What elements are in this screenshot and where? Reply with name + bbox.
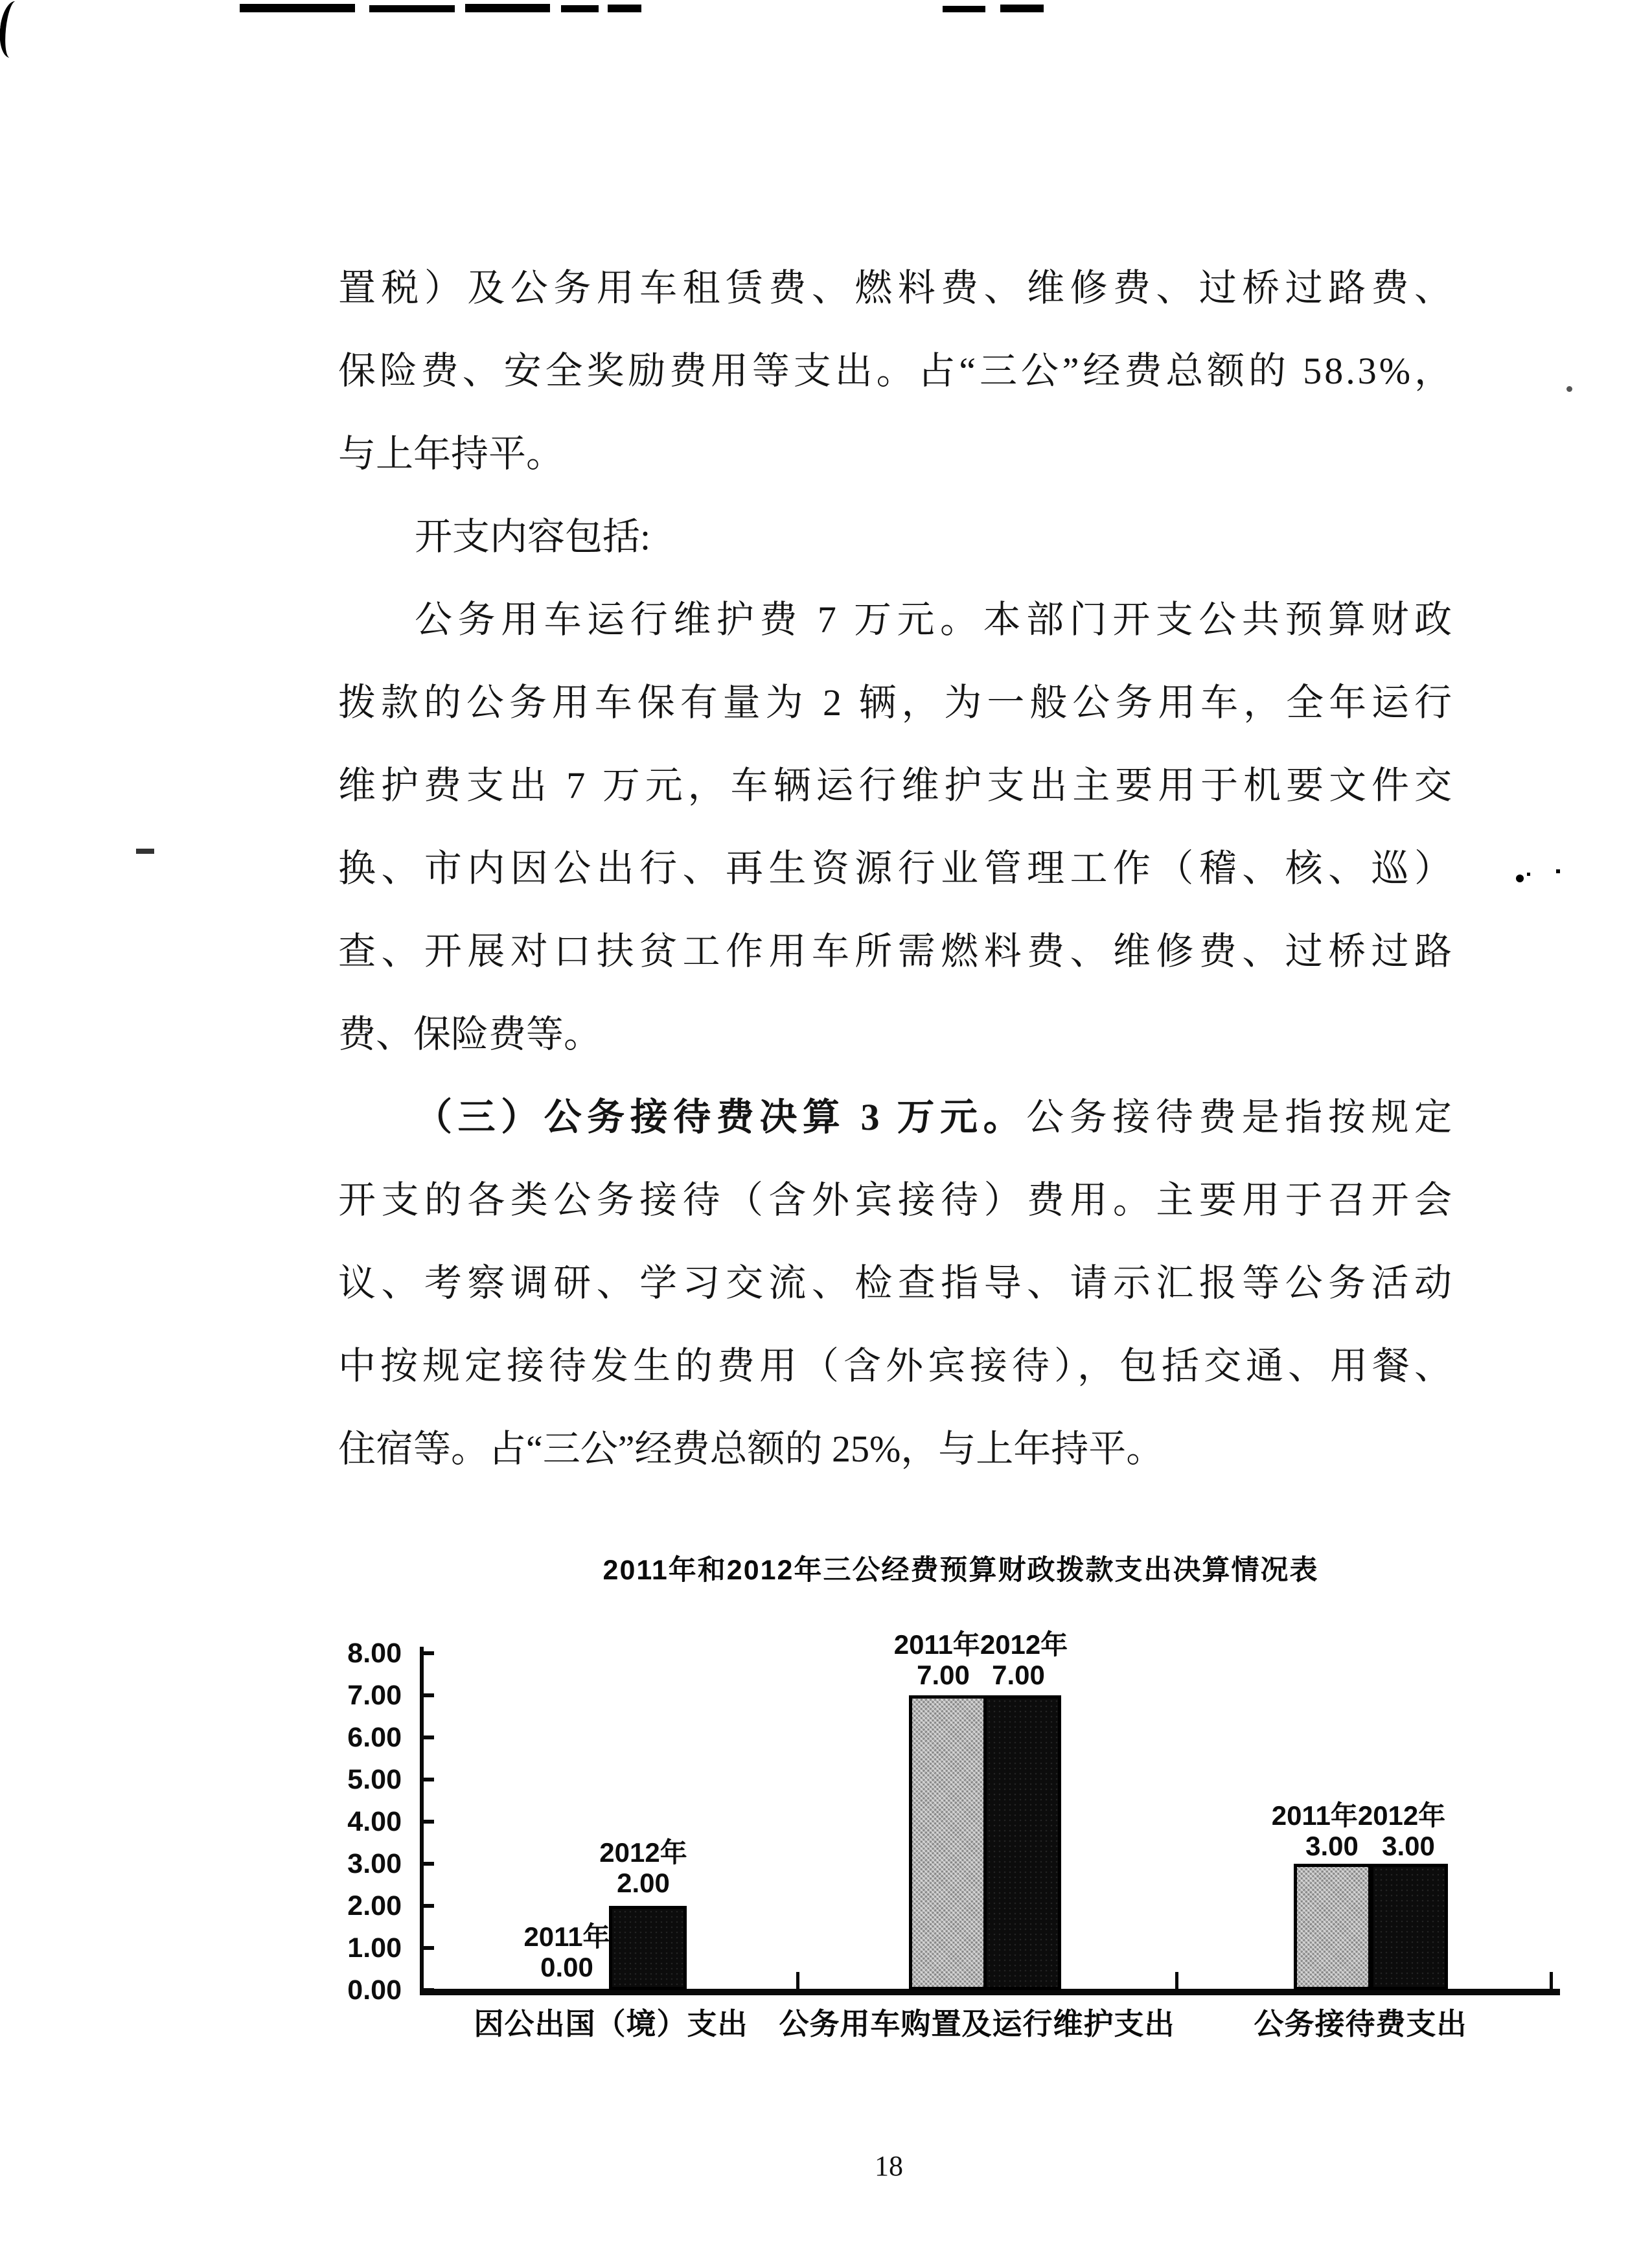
scan-smudge	[465, 4, 550, 12]
bar-value-label	[1305, 1831, 1359, 1861]
body-text-line: 置税）及公务用车租赁费、燃料费、维修费、过桥过路费、	[338, 267, 1454, 309]
scan-smudge	[608, 5, 641, 12]
chart-title: 2011年和2012年三公经费预算财政拨款支出决算情况表	[602, 1555, 1319, 1586]
bar-label-line: 3.00	[1382, 1831, 1435, 1861]
y-axis-tick	[421, 1946, 434, 1950]
scan-speck	[1566, 386, 1572, 392]
bar-label-line: 2011年2012年	[1271, 1800, 1446, 1831]
body-text-line: 维护费支出 7 万元，车辆运行维护支出主要用于机要文件交	[338, 764, 1454, 807]
scan-curl-artifact	[0, 0, 33, 60]
page-number: 18	[875, 2150, 903, 2182]
bar-label-line: 2.00	[617, 1868, 670, 1898]
bar-label-line: 2011年2012年	[893, 1629, 1068, 1660]
body-text-line: 开支的各类公务接待（含外宾接待）费用。主要用于召开会	[338, 1179, 1454, 1221]
x-axis-tick	[796, 1972, 799, 1990]
y-axis-tick	[421, 1651, 434, 1655]
scan-speck	[1516, 875, 1524, 882]
body-text-line: 住宿等。占“三公”经费总额的 25%，与上年持平。	[338, 1428, 1164, 1470]
bar-label-line: 2012年	[599, 1837, 687, 1868]
bar-2012年-因公出国（境）支出	[609, 1906, 687, 1990]
scan-smudge	[943, 6, 985, 12]
body-text-line: 中按规定接待发生的费用（含外宾接待），包括交通、用餐、	[338, 1345, 1454, 1387]
body-text-line: 公务用车运行维护费 7 万元。本部门开支公共预算财政	[415, 599, 1454, 641]
scan-smudge	[561, 5, 599, 12]
scan-smudge	[240, 4, 355, 12]
scan-speck	[1556, 869, 1560, 873]
body-text-line: 拨款的公务用车保有量为 2 辆，为一般公务用车，全年运行	[338, 682, 1454, 724]
y-axis-tick-label: 7.00	[347, 1680, 402, 1711]
bar-label-line: 3.00	[1305, 1831, 1359, 1861]
bar-2011年-公务接待费支出	[1294, 1864, 1371, 1990]
bar-value-label	[1272, 1800, 1446, 1831]
body-text-line	[338, 1076, 1454, 1159]
scan-smudge	[1000, 5, 1044, 12]
y-axis-tick-label: 2.00	[347, 1890, 402, 1921]
y-axis-tick-label: 8.00	[347, 1638, 402, 1669]
body-text-line: 开支内容包括:	[415, 516, 651, 558]
x-category-label: 因公出国（境）支出	[474, 2008, 748, 2041]
bar-label-line: 2011年	[523, 1921, 610, 1952]
body-text-line: 查、开展对口扶贫工作用车所需燃料费、维修费、过桥过路	[338, 930, 1454, 972]
y-axis-tick	[421, 1735, 434, 1739]
bar-value-label	[1382, 1831, 1435, 1861]
y-axis-tick	[421, 1820, 434, 1824]
bar-label-line: 7.00	[917, 1660, 970, 1690]
body-text	[338, 247, 1454, 1491]
bar-2012年-公务接待费支出	[1370, 1864, 1448, 1990]
body-text-line: 费、保险费等。	[338, 1013, 602, 1055]
bar-label-line: 7.00	[992, 1660, 1045, 1690]
regular-text-run: 公务接待费是指按规定	[1026, 1096, 1454, 1138]
bar-label-line: 0.00	[540, 1952, 593, 1982]
x-axis-tick	[1175, 1972, 1178, 1990]
x-category-label: 公务接待费支出	[1254, 2008, 1467, 2041]
y-axis-tick-label: 6.00	[347, 1722, 402, 1753]
scan-smudge	[136, 849, 154, 854]
scan-speck	[1527, 873, 1530, 876]
bar-2011年-公务用车购置及运行维护支出	[909, 1695, 987, 1990]
y-axis-tick-label: 3.00	[347, 1848, 402, 1879]
body-text-line: 保险费、安全奖励费用等支出。占“三公”经费总额的 58.3%，	[338, 350, 1454, 392]
body-text-line: 换、市内因公出行、再生资源行业管理工作（稽、核、巡）	[338, 847, 1454, 889]
scan-smudge	[369, 5, 455, 12]
bar-value-label	[917, 1660, 970, 1690]
y-axis-tick-label: 0.00	[347, 1975, 402, 2006]
y-axis-tick	[421, 1904, 434, 1908]
bar-value-label	[599, 1837, 687, 1898]
bar-value-label	[992, 1660, 1045, 1690]
bar-2012年-公务用车购置及运行维护支出	[983, 1695, 1061, 1990]
y-axis-tick	[421, 1988, 434, 1992]
bar-value-label	[523, 1921, 610, 1982]
x-category-label: 公务用车购置及运行维护支出	[779, 2008, 1175, 2041]
y-axis-tick	[421, 1693, 434, 1697]
y-axis-tick-label: 5.00	[347, 1764, 402, 1795]
y-axis-tick-label: 4.00	[347, 1806, 402, 1837]
x-axis-tick	[1550, 1972, 1553, 1990]
section-heading-run: （三）公务接待费决算 3 万元。	[415, 1096, 1027, 1138]
body-text-line: 与上年持平。	[338, 433, 564, 475]
bar-value-label	[894, 1629, 1068, 1660]
y-axis-tick	[421, 1778, 434, 1781]
y-axis-tick	[421, 1862, 434, 1866]
y-axis-tick-label: 1.00	[347, 1932, 402, 1964]
body-text-line: 议、考察调研、学习交流、检查指导、请示汇报等公务活动	[338, 1262, 1454, 1304]
